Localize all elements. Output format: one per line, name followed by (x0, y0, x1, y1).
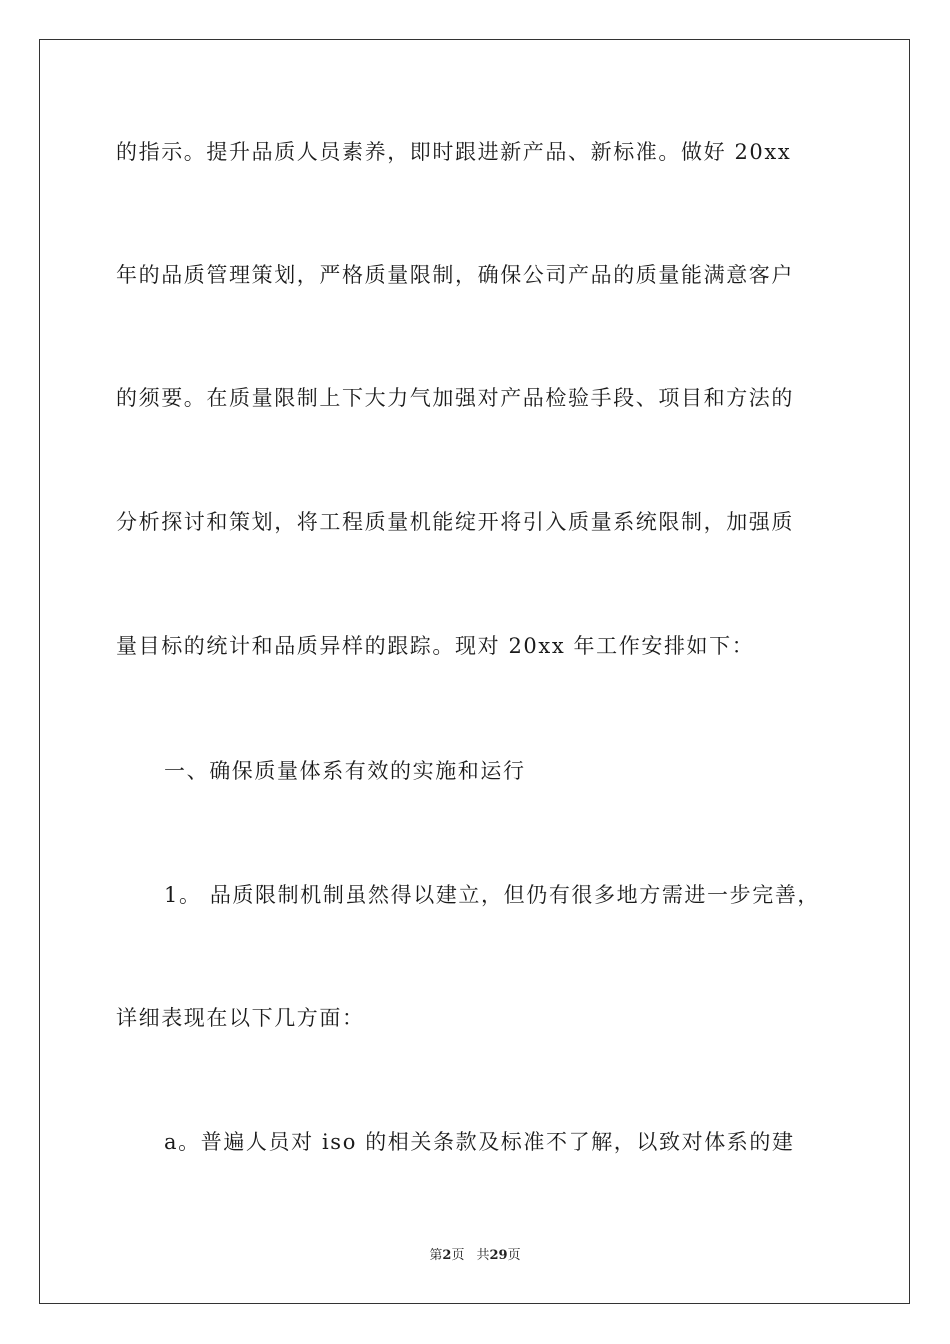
page-footer (0, 1247, 950, 1265)
body-text-line: 年的品质管理策划，严格质量限制，确保公司产品的质量能满意客户 (116, 263, 794, 287)
total-pages: 29 (489, 1248, 508, 1263)
page-label-prefix: 第 (429, 1248, 443, 1263)
body-text-line: 分析探讨和策划，将工程质量机能绽开将引入质量系统限制，加强质 (116, 510, 794, 534)
body-text-line: 的须要。在质量限制上下大力气加强对产品检验手段、项目和方法的 (116, 386, 794, 410)
section-heading: 一、确保质量体系有效的实施和运行 (164, 759, 526, 783)
page-number: 2 (442, 1248, 452, 1263)
total-label-suffix: 页 (507, 1248, 521, 1263)
body-text-line: 量目标的统计和品质异样的跟踪。现对 20xx 年工作安排如下： (116, 634, 755, 658)
body-text-line: a。普遍人员对 iso 的相关条款及标准不了解，以致对体系的建 (164, 1130, 795, 1154)
page-label-suffix: 页 (451, 1248, 465, 1263)
body-text-line: 详细表现在以下几方面： (116, 1006, 365, 1030)
body-text-line: 1。 品质限制机制虽然得以建立，但仍有很多地方需进一步完善， (164, 883, 821, 907)
total-label-prefix: 共 (476, 1248, 490, 1263)
body-text-line: 的指示。提升品质人员素养，即时跟进新产品、新标准。做好 20xx (116, 140, 792, 164)
page-border (39, 39, 910, 1304)
